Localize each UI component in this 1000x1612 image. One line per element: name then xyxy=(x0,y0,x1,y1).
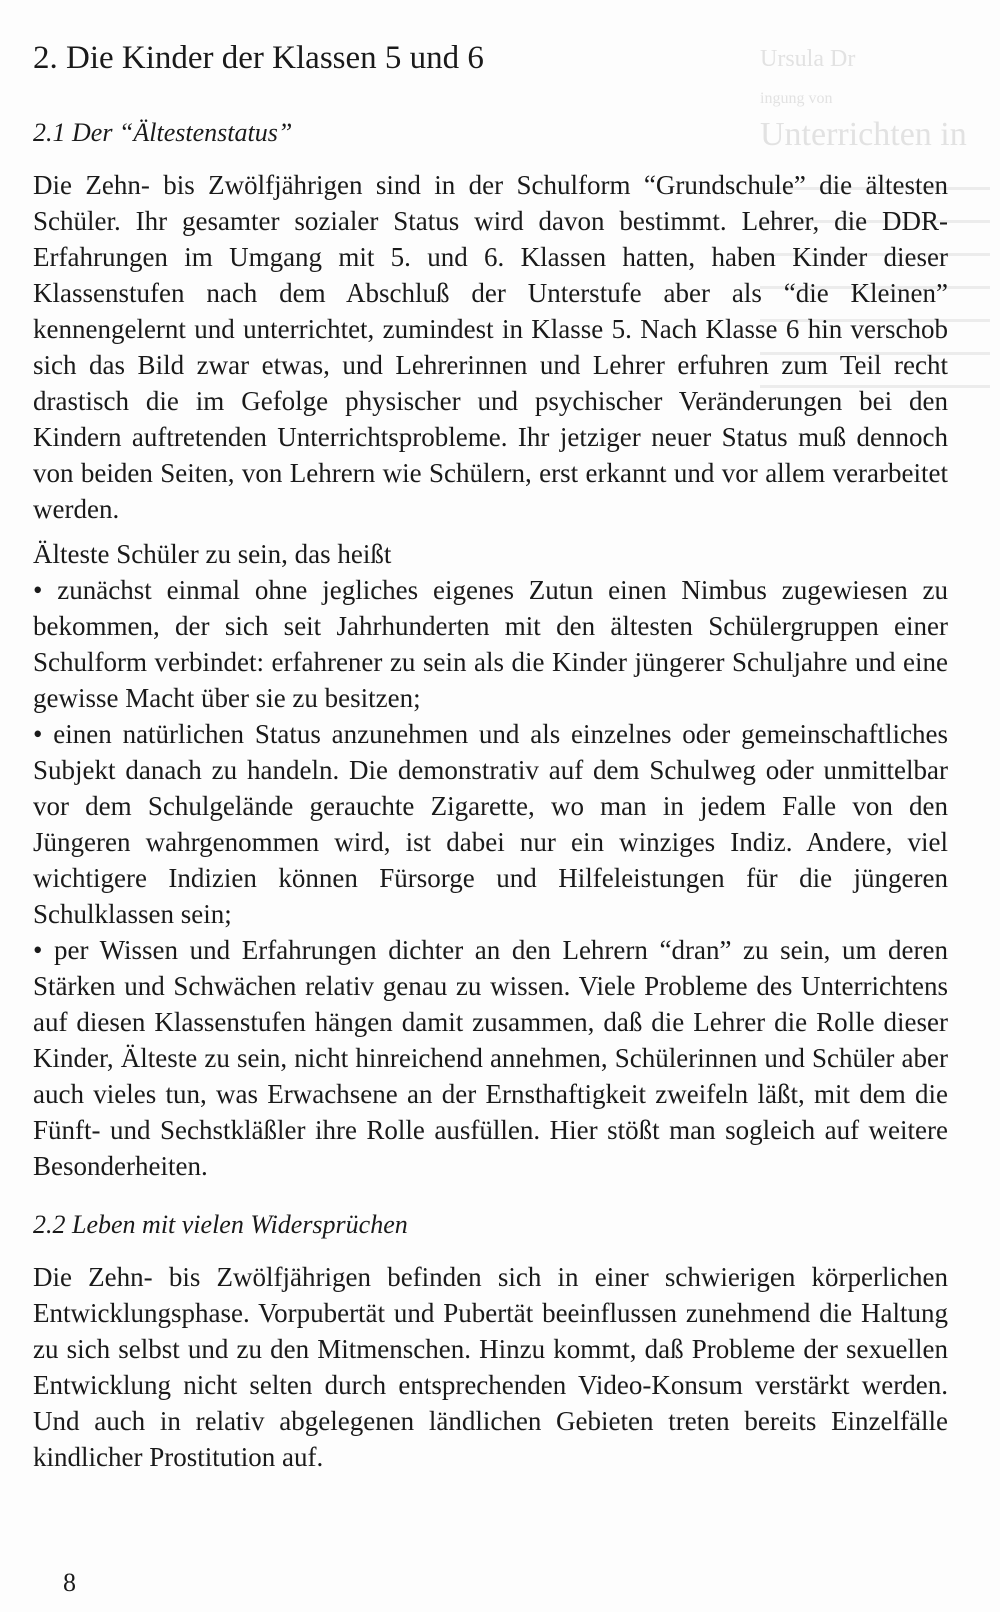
section-heading-2-1: 2.1 Der “Ältestenstatus” xyxy=(33,118,293,147)
section-2-2-paragraph: Die Zehn- bis Zwölfjährigen befinden sich in einer schwierigen körperlichen Entwicklungsphase. Vorpubertät und Pubertät beeinflussen zunehmend die Haltung zu sich selbst und zu den Mitmenschen. Hinzu kommt, daß Probleme der sexuellen Entwicklung nicht selten durch entsprechenden Video-Konsum verstärkt werden. Und auch in relativ abgelegenen ländlichen Gebieten treten bereits Einzelfälle kindlicher Prostitution auf. xyxy=(33,1262,948,1472)
bullet-item-3: per Wissen und Erfahrungen dichter an den Lehrern “dran” zu sein, um deren Stärken und Schwächen relativ genau zu wissen. Viele Probleme des Unterrichtens auf diesen Klassenstufen hängen damit zusammen, daß die Lehrer die Rolle dieser Kinder, Älteste zu sein, nicht hinreichend annehmen, Schülerinnen und Schüler aber auch vieles tun, was Erwachsene an der Ernsthaftigkeit zweifeln läßt, mit dem die Fünft- und Sechstkläßler ihre Rolle ausfüllen. Hier stößt man sogleich auf weitere Besonderheiten. xyxy=(33,935,948,1181)
page-number: 8 xyxy=(63,1568,76,1597)
chapter-title: 2. Die Kinder der Klassen 5 und 6 xyxy=(33,40,484,76)
bullet-item-2: einen natürlichen Status anzunehmen und als einzelnes oder gemeinschaftliches Subjekt danach zu handeln. Die demonstrativ auf dem Schulweg oder unmittelbar vor dem Schulgelände gerauchte Zigarette, wo man in jedem Falle von den Jüngeren wahrgenommen wird, ist dabei nur ein winziges Indiz. Andere, viel wichtigere Indizien können Fürsorge und Hilfeleistungen für die jüngeren Schulklassen sein; xyxy=(33,719,949,929)
section-heading-2-2: 2.2 Leben mit vielen Widersprüchen xyxy=(33,1210,408,1239)
section-2-1-intro-paragraph: Die Zehn- bis Zwölfjährigen sind in der Schulform “Grundschule” die ältesten Schüler. Ihr gesamter sozialer Status wird davon bestimmt. Lehrer, die DDR-Erfahrungen im Umgang mit 5. und 6. Klassen hatten, haben Kinder dieser Klassenstufen nach dem Abschluß der Unterstufe aber als “die Kleinen” kennengelernt und unterrichtet, zumindest in Klasse 5. Nach Klasse 6 hin verschob sich das Bild zwar etwas, und Lehrerinnen und Lehrer erfuhren zum Teil recht drastisch die im Gefolge physischer und psychischer Veränderungen bei den Kindern auftretenden Unterrichtsprobleme. Ihr jetziger neuer Status muß dennoch von beiden Seiten, von Lehrern wie Schülern, erst erkannt und vor allem verarbeitet werden. xyxy=(33,170,948,524)
bullet-item-1: zunächst einmal ohne jegliches eigenes Zutun einen Nimbus zugewiesen zu bekommen, der sich seit Jahrhunderten mit den ältesten Schülergruppen einer Schulform verbindet: erfahrener zu sein als die Kinder jüngerer Schuljahre und eine gewisse Macht über sie zu besitzen; xyxy=(33,575,949,713)
section-2-1-list xyxy=(33,536,948,1184)
show-through-from-reverse-side: Ursula Dr ingung von Unterrichten in xyxy=(760,40,990,388)
bullet-icon: • xyxy=(33,575,43,605)
bullet-icon: • xyxy=(33,935,43,965)
list-lead: Älteste Schüler zu sein, das heißt xyxy=(33,539,392,569)
bullet-icon: • xyxy=(33,719,43,749)
